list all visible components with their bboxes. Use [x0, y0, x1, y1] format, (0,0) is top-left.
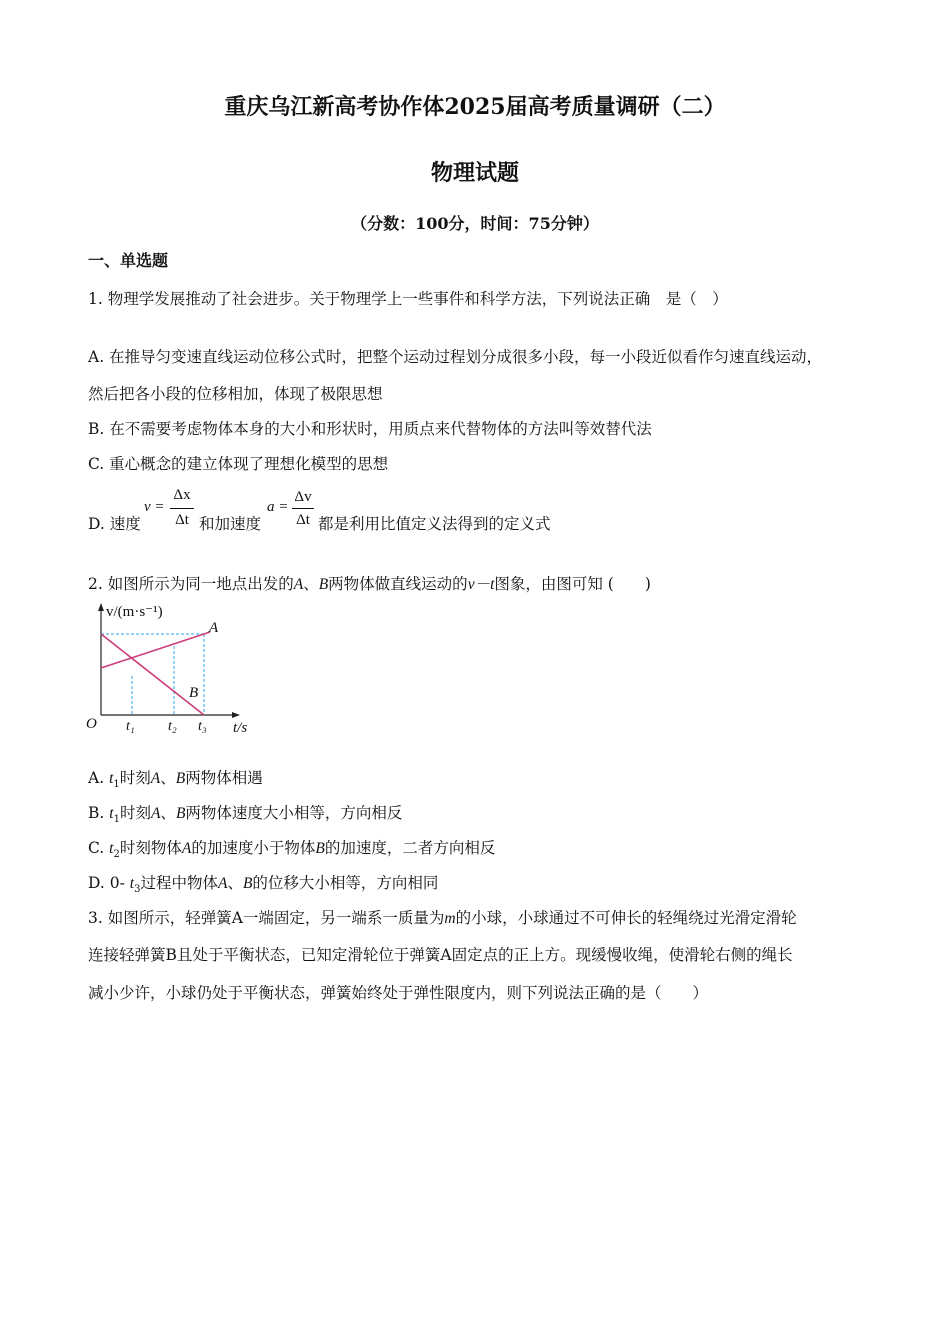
q2-option-c — [88, 836, 495, 860]
q2-d-prefix: D. 0- — [88, 874, 130, 892]
q3-line1 — [88, 906, 797, 928]
q1-d-velocity-denominator: Δt — [175, 512, 189, 528]
q1-d-mid: 和加速度 — [199, 515, 262, 533]
q2-stem-sep: 、 — [303, 575, 319, 593]
q2-stem-part1: 2. 如图所示为同一地点出发的 — [88, 575, 294, 593]
q2-b-B: B — [175, 805, 186, 822]
q2-vt-graph — [80, 598, 270, 740]
q2-a-prefix: A. — [88, 769, 110, 787]
q2-c-text: 时刻物体 — [119, 839, 182, 857]
q2-c-sub: 2 — [113, 849, 120, 861]
q2-b-text: 时刻 — [119, 804, 151, 822]
subject-title: 物理试题 — [430, 160, 519, 186]
q1-option-a-line1: A. 在推导匀变速直线运动位移公式时，把整个运动过程划分成很多小段，每一小段近似看作匀速直线运动， — [88, 348, 823, 366]
q2-a-t: t — [109, 770, 114, 787]
tick-label-t1: t₁ — [126, 719, 135, 734]
q1-d-acceleration-fraction-bar — [292, 508, 314, 509]
q1-d-acceleration-numerator: Δv — [294, 489, 312, 505]
q1-d-velocity-fraction-bar — [170, 508, 194, 509]
q2-b-tail: 两物体速度大小相等，方向相反 — [185, 804, 403, 822]
tick-label-t2: t₂ — [168, 719, 177, 734]
q2-a-A: A — [150, 770, 161, 787]
q2-stem-part2: 两物体做直线运动的 — [328, 575, 468, 593]
q1-d-acceleration-denominator: Δt — [296, 512, 310, 528]
x-axis-label: t/s — [233, 720, 248, 736]
y-axis-arrow-icon — [98, 603, 104, 611]
q2-stem-b: B — [318, 576, 329, 593]
q2-a-sep: 、 — [160, 769, 176, 787]
q2-c-mid: 的加速度小于物体 — [191, 839, 316, 857]
q2-d-sub: 3 — [134, 884, 141, 896]
line-a — [101, 632, 210, 668]
q2-c-prefix: C. — [88, 839, 110, 857]
q2-d-A: A — [217, 875, 228, 892]
q1-stem: 1. 物理学发展推动了社会进步。关于物理学上一些事件和科学方法，下列说法正确 是（ ） — [88, 290, 728, 308]
q3-line1-b: 的小球，小球通过不可伸长的轻绳绕过光滑定滑轮 — [455, 909, 797, 927]
q1-option-c: C. 重心概念的建立体现了理想化模型的思想 — [88, 455, 389, 473]
q2-a-tail: 两物体相遇 — [185, 769, 263, 787]
q2-stem-part3: 图象，由图可知 ( ) — [494, 575, 651, 593]
q2-option-b — [88, 801, 402, 825]
q2-c-A: A — [181, 840, 192, 857]
q2-b-t: t — [109, 805, 114, 822]
q2-d-B: B — [242, 875, 253, 892]
q1-option-b: B. 在不需要考虑物体本身的大小和形状时，用质点来代替物体的方法叫等效替代法 — [88, 420, 652, 438]
q2-a-B: B — [175, 770, 186, 787]
q1-d-velocity-numerator: Δx — [173, 487, 191, 503]
x-axis-arrow-icon — [232, 712, 240, 718]
q1-option-a-line2: 然后把各小段的位移相加，体现了极限思想 — [88, 385, 383, 403]
page-title: 重庆乌江新高考协作体2025届高考质量调研（二） — [224, 94, 726, 120]
y-axis-label: v/(m·s⁻¹) — [106, 604, 163, 620]
q1-d-acceleration-symbol: a = — [267, 499, 289, 515]
q3-line3: 减小少许，小球仍处于平衡状态，弹簧始终处于弹性限度内，则下列说法正确的是（ ） — [88, 984, 709, 1002]
q2-b-A: A — [150, 805, 161, 822]
q2-d-t: t — [129, 875, 135, 892]
q1-d-prefix: D. 速度 — [88, 515, 141, 533]
q3-line2: 连接轻弹簧B且处于平衡状态，已知定滑轮位于弹簧A固定点的正上方。现缓慢收绳，使滑轮右侧的绳长 — [88, 946, 793, 964]
q2-a-sub: 1 — [113, 779, 120, 791]
line-a-label: A — [209, 620, 219, 636]
q2-a-text: 时刻 — [119, 769, 151, 787]
tick-label-t3: t₃ — [198, 719, 207, 734]
q2-d-tail: 的位移大小相等，方向相同 — [252, 874, 439, 892]
line-b-label: B — [189, 685, 199, 701]
q2-stem-vt: v－t — [467, 576, 495, 593]
q2-b-sep: 、 — [160, 804, 176, 822]
q2-stem-a: A — [293, 576, 304, 593]
q3-mass-symbol: m — [444, 910, 456, 927]
q2-c-t: t — [109, 840, 114, 857]
q2-c-B: B — [315, 840, 325, 857]
exam-meta: （分数：100分，时间：75分钟） — [351, 214, 599, 233]
q2-b-prefix: B. — [88, 804, 110, 822]
q3-line1-a: 3. 如图所示，轻弹簧A一端固定，另一端系一质量为 — [88, 909, 445, 927]
q2-stem — [88, 572, 651, 594]
line-b — [101, 634, 204, 715]
q2-c-tail: 的加速度，二者方向相反 — [324, 839, 496, 857]
q2-option-a — [88, 766, 263, 790]
origin-label: O — [86, 716, 97, 732]
q2-d-sep: 、 — [227, 874, 243, 892]
q1-d-suffix: 都是利用比值定义法得到的定义式 — [318, 515, 551, 533]
section-heading: 一、单选题 — [88, 251, 169, 270]
q2-d-text: 过程中物体 — [140, 874, 218, 892]
q1-d-velocity-symbol: v = — [144, 499, 165, 515]
q2-option-d — [88, 871, 438, 895]
q2-b-sub: 1 — [113, 814, 120, 826]
